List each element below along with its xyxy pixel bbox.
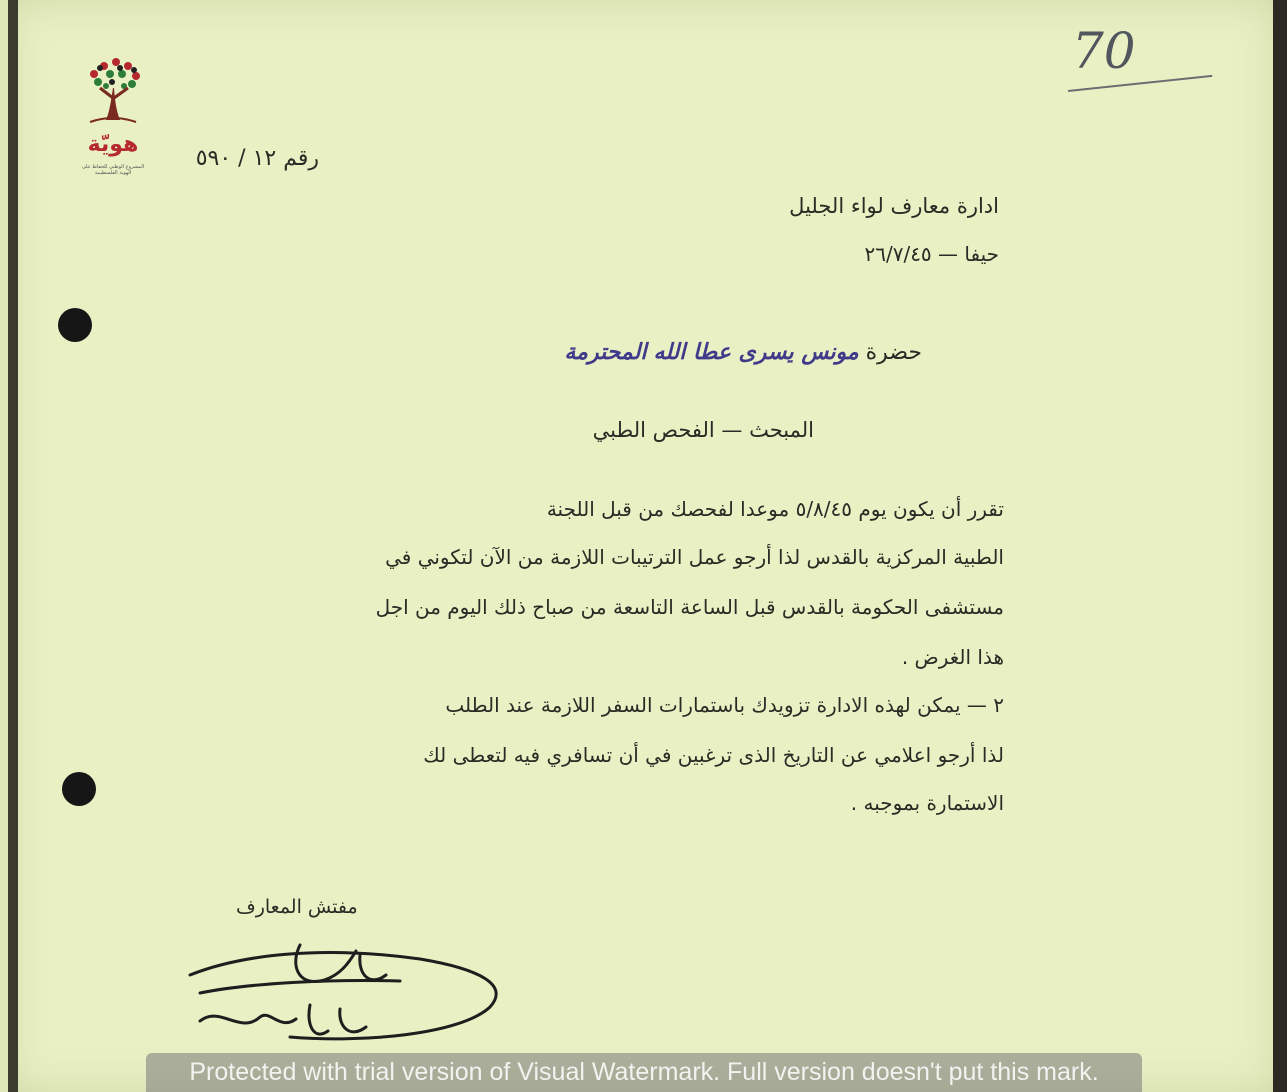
watermark-banner: Protected with trial version of Visual Watermark. Full version doesn't put this mark. — [146, 1053, 1142, 1092]
signatory-title: مفتش المعارف — [236, 896, 358, 918]
logo-text: هويّة — [87, 132, 139, 157]
body-line: هذا الغرض . — [901, 645, 1004, 669]
scan-right-edge — [1273, 0, 1287, 1092]
subject-line: المبحث — الفحص الطبي — [592, 418, 814, 442]
addressee-suffix: المحترمة — [564, 340, 647, 365]
page-number: 70 — [1072, 22, 1136, 80]
addressee-prefix: حضرة — [865, 340, 922, 365]
body-line: الاستمارة بموجبه . — [850, 791, 1004, 815]
sender-office: ادارة معارف لواء الجليل — [789, 194, 999, 218]
handwritten-signature — [180, 935, 520, 1055]
page-left-edge — [8, 0, 18, 1092]
body-line: تقرر أن يكون يوم ٥/٨/٤٥ موعدا لفحصك من قبل اللجنة — [546, 497, 1004, 521]
reference-number: رقم ١٢ / ٥٩٠ — [195, 146, 319, 171]
body-line: لذا أرجو اعلامي عن التاريخ الذى ترغبين في أن تسافري فيه لتعطى لك — [423, 743, 1004, 767]
hawiya-logo — [80, 52, 146, 182]
sender-place-date: حيفا — ٢٦/٧/٤٥ — [864, 242, 999, 266]
tree-logo-icon — [80, 52, 146, 132]
addressee-line — [564, 340, 922, 365]
logo-subtext: المشروع الوطني للحفاظ على الهوية الفلسطينية — [81, 164, 145, 176]
body-line: ٢ — يمكن لهذه الادارة تزويدك باستمارات السفر اللازمة عند الطلب — [445, 693, 1004, 717]
body-line: الطبية المركزية بالقدس لذا أرجو عمل الترتيبات اللازمة من الآن لتكوني في — [385, 545, 1004, 569]
punch-hole — [62, 772, 96, 806]
punch-hole — [58, 308, 92, 342]
addressee-handwritten-name: مونس يسرى عطا الله — [653, 340, 859, 365]
body-line: مستشفى الحكومة بالقدس قبل الساعة التاسعة من صباح ذلك اليوم من اجل — [375, 595, 1004, 619]
